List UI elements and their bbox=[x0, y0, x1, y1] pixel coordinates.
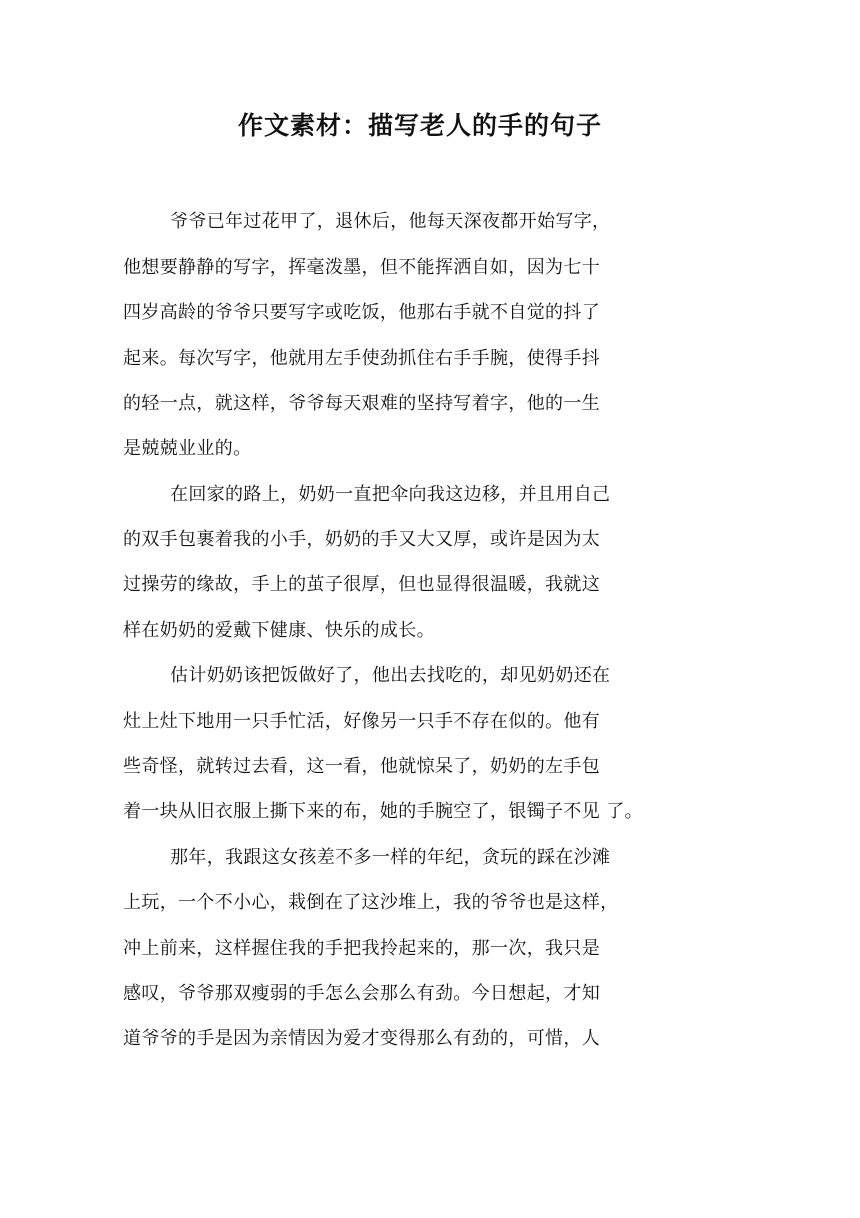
paragraph-3-line-1: 估计奶奶该把饭做好了，他出去找吃的，却见奶奶还在 bbox=[170, 665, 611, 686]
paragraph-1-line-4: 起来。每次写字，他就用左手使劲抓住右手手腕，使得手抖 bbox=[123, 348, 601, 369]
paragraph-3-line-4: 着一块从旧衣服上撕下来的布，她的手腕空了，银镯子不见 了。 bbox=[123, 801, 643, 822]
paragraph-1-line-3: 四岁高龄的爷爷只要写字或吃饭，他那右手就不自觉的抖了 bbox=[123, 302, 601, 323]
paragraph-4-line-5: 道爷爷的手是因为亲情因为爱才变得那么有劲的，可惜，人 bbox=[123, 1028, 601, 1049]
paragraph-2-line-3: 过操劳的缘故，手上的茧子很厚，但也显得很温暖，我就这 bbox=[123, 574, 601, 595]
paragraph-3-line-3: 些奇怪，就转过去看，这一看，他就惊呆了，奶奶的左手包 bbox=[123, 756, 601, 777]
paragraph-4-line-1: 那年，我跟这女孩差不多一样的年纪，贪玩的踩在沙滩 bbox=[170, 847, 611, 868]
paragraph-4-line-2: 上玩，一个不小心，栽倒在了这沙堆上，我的爷爷也是这样， bbox=[123, 892, 619, 913]
paragraph-3-line-2: 灶上灶下地用一只手忙活，好像另一只手不存在似的。他有 bbox=[123, 711, 601, 732]
paragraph-4-line-4: 感叹，爷爷那双瘦弱的手怎么会那么有劲。今日想起，才知 bbox=[123, 983, 601, 1004]
paragraph-1-line-2: 他想要静静的写字，挥毫泼墨，但不能挥洒自如，因为七十 bbox=[123, 257, 601, 278]
paragraph-2-line-1: 在回家的路上，奶奶一直把伞向我这边移，并且用自己 bbox=[170, 484, 611, 505]
document-title: 作文素材：描写老人的手的句子 bbox=[237, 111, 602, 140]
paragraph-1-line-5: 的轻一点，就这样，爷爷每天艰难的坚持写着字，他的一生 bbox=[123, 393, 601, 414]
paragraph-1-line-1: 爷爷已年过花甲了，退休后，他每天深夜都开始写字， bbox=[170, 211, 611, 232]
paragraph-4-line-3: 冲上前来，这样握住我的手把我拎起来的，那一次，我只是 bbox=[123, 938, 601, 959]
paragraph-1-line-6: 是兢兢业业的。 bbox=[123, 438, 252, 459]
paragraph-2-line-4: 样在奶奶的爱戴下健康、快乐的成长。 bbox=[123, 620, 435, 641]
paragraph-2-line-2: 的双手包裹着我的小手，奶奶的手又大又厚，或许是因为太 bbox=[123, 529, 601, 550]
